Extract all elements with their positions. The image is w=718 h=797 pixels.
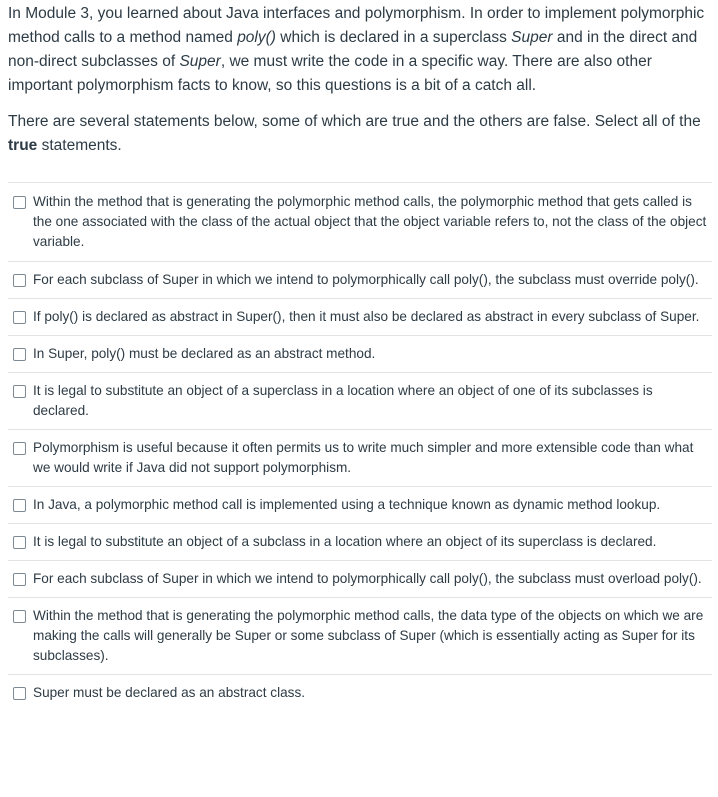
- question-paragraph-1: [8, 0, 712, 98]
- emphasis-true: true: [8, 137, 38, 154]
- question-text-segment: , we must write the code in a specific way. There are also other important polymorphism facts to know, so this questions is a bit of a catch all.: [8, 53, 652, 94]
- answer-option[interactable]: [8, 182, 712, 261]
- answer-label: If poly() is declared as abstract in Super(), then it must also be declared as abstract in every subclass of Super.: [33, 309, 700, 324]
- answer-label: For each subclass of Super in which we intend to polymorphically call poly(), the subclass must override poly().: [33, 272, 699, 287]
- answer-option[interactable]: [8, 523, 712, 560]
- answer-checkbox[interactable]: [13, 499, 26, 512]
- answer-option[interactable]: [8, 597, 712, 674]
- answer-option[interactable]: [8, 674, 712, 711]
- method-name-poly: poly(): [237, 29, 276, 46]
- answer-checkbox[interactable]: [13, 348, 26, 361]
- question-text-segment: and in the direct and non-direct subclasses of: [8, 29, 698, 70]
- answer-checkbox[interactable]: [13, 385, 26, 398]
- class-name-super: Super: [179, 53, 221, 70]
- answer-option[interactable]: [8, 335, 712, 372]
- answer-option[interactable]: [8, 261, 712, 298]
- answer-label: Within the method that is generating the polymorphic method calls, the data type of the objects on which we are making the calls will generally be Super or some subclass of Super (which is essentially acting as Super for its subclasses).: [33, 608, 704, 663]
- answer-label: It is legal to substitute an object of a subclass in a location where an object of its superclass is declared.: [33, 534, 657, 549]
- answer-label: In Super, poly() must be declared as an abstract method.: [33, 346, 376, 361]
- question-text-segment: statements.: [37, 137, 122, 154]
- answer-label: For each subclass of Super in which we intend to polymorphically call poly(), the subclass must overload poly().: [33, 571, 702, 586]
- answer-option[interactable]: [8, 486, 712, 523]
- answer-label: It is legal to substitute an object of a superclass in a location where an object of one of its subclasses is declared.: [33, 383, 653, 418]
- question-text-segment: which is declared in a superclass: [275, 29, 512, 46]
- answer-checkbox[interactable]: [13, 311, 26, 324]
- answer-checkbox[interactable]: [13, 687, 26, 700]
- answer-checkbox[interactable]: [13, 610, 26, 623]
- answer-option[interactable]: [8, 298, 712, 335]
- answer-checkbox[interactable]: [13, 536, 26, 549]
- answer-label: In Java, a polymorphic method call is implemented using a technique known as dynamic method lookup.: [33, 497, 661, 512]
- question-text-segment: There are several statements below, some of which are true and the others are false. Select all of the: [8, 113, 701, 130]
- answer-option[interactable]: [8, 429, 712, 486]
- answer-label: Within the method that is generating the polymorphic method calls, the polymorphic method that gets called is the one associated with the class of the actual object that the object variable refers to, not the class of the object variable.: [33, 194, 707, 249]
- answer-checkbox[interactable]: [13, 442, 26, 455]
- question-text-segment: In Module 3, you learned about Java interfaces and polymorphism. In order to implement polymorphic method calls to a method named: [8, 5, 705, 46]
- question-text: [8, 0, 712, 158]
- answer-checkbox[interactable]: [13, 573, 26, 586]
- question-paragraph-2: [8, 110, 712, 158]
- answer-label: Super must be declared as an abstract class.: [33, 685, 306, 700]
- answer-label: Polymorphism is useful because it often permits us to write much simpler and more extensible code than what we would write if Java did not support polymorphism.: [33, 440, 694, 475]
- class-name-super: Super: [511, 29, 553, 46]
- answer-option[interactable]: [8, 372, 712, 429]
- answer-checkbox[interactable]: [13, 196, 26, 209]
- answer-list: [8, 182, 712, 711]
- answer-checkbox[interactable]: [13, 274, 26, 287]
- answer-option[interactable]: [8, 560, 712, 597]
